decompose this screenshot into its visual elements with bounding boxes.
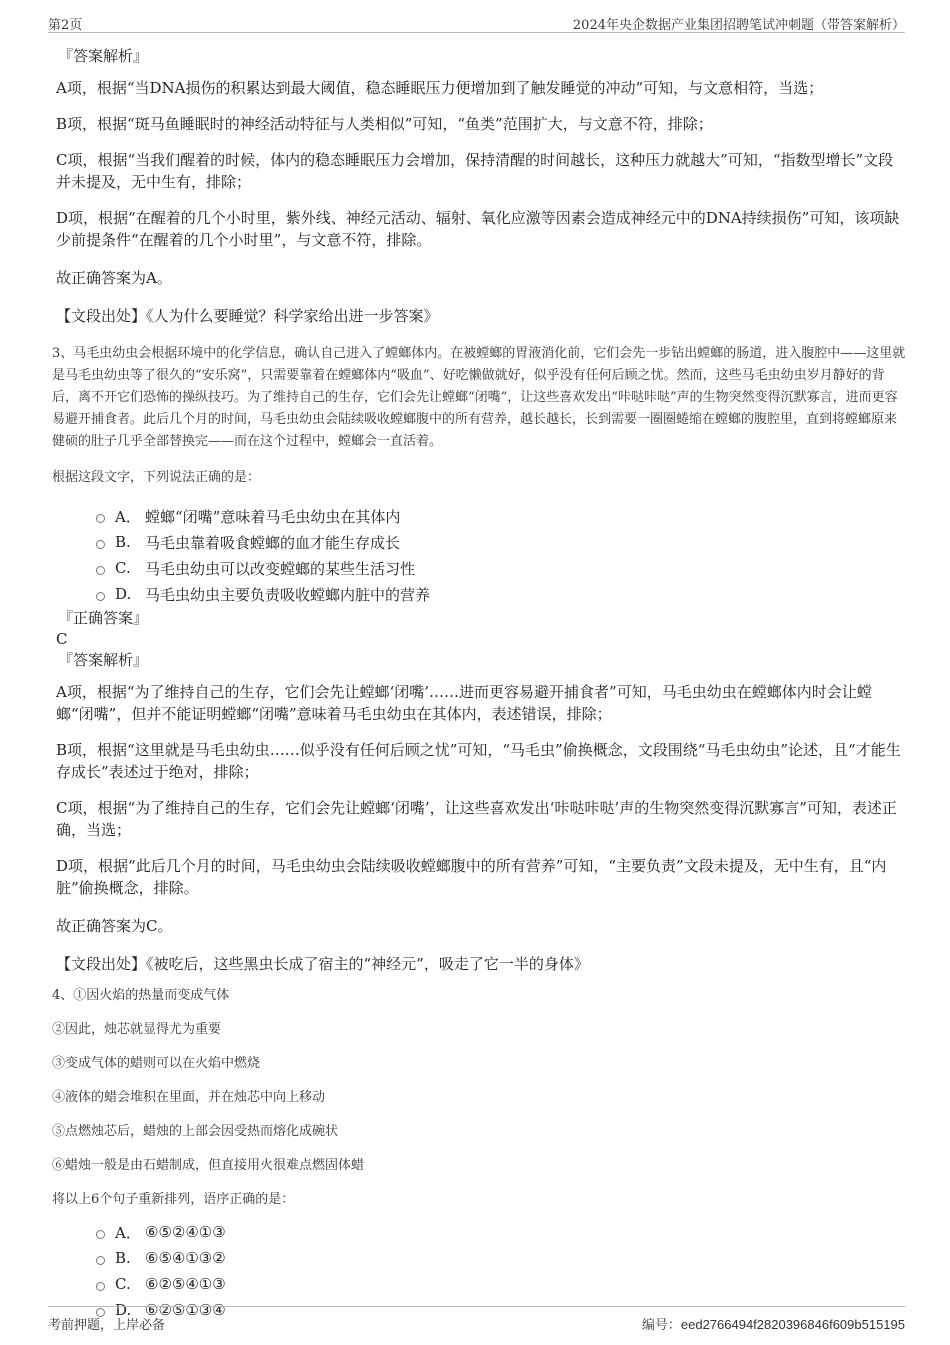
q3-question: 根据这段文字，下列说法正确的是： <box>52 470 261 485</box>
footer-slogan: 考前押题，上岸必备 <box>48 1318 166 1333</box>
q2-conclusion: 故正确答案为A。 <box>56 269 172 287</box>
radio-icon[interactable] <box>96 1230 105 1239</box>
q4-sentences <box>52 985 906 1211</box>
page-footer <box>48 1306 905 1333</box>
q3-correct-label: 『正确答案』 <box>58 609 149 627</box>
q3-option-c[interactable]: C. 马毛虫幼虫可以改变螳螂的某些生活习性 <box>96 555 906 581</box>
q4-sentence: ⑤点燃烛芯后，蜡烛的上部会因受热而熔化成碗状 <box>52 1124 339 1139</box>
radio-icon[interactable] <box>96 1282 105 1291</box>
page-header <box>48 12 905 33</box>
q3-analysis-c: C项，根据“为了维持自己的生存，它们会先让螳螂‘闭嘴’，让这些喜欢发出‘咔哒咔哒’声的生物突然变得沉默寡言”可知，表述正确，当选； <box>56 799 897 839</box>
document-body <box>52 45 906 1323</box>
q4-sentence: ④液体的蜡会堆积在里面，并在烛芯中向上移动 <box>52 1090 326 1105</box>
radio-icon[interactable] <box>96 1256 105 1265</box>
q3-conclusion: 故正确答案为C。 <box>56 917 173 935</box>
q2-source: 【文段出处】《人为什么要睡觉？科学家给出进一步答案》 <box>56 307 439 325</box>
q4-option-d[interactable]: D. ⑥②⑤①③④ <box>96 1297 906 1323</box>
q3-source: 【文段出处】《被吃后，这些黑虫长成了宿主的“神经元”，吸走了它一半的身体》 <box>56 955 589 973</box>
radio-icon[interactable] <box>96 540 105 549</box>
q2-analysis-d: D项，根据“在醒着的几个小时里，紫外线、神经元活动、辐射、氧化应激等因素会造成神经元中的DNA持续损伤”可知，该项缺少前提条件“在醒着的几个小时里”，与文意不符，排除。 <box>56 209 900 249</box>
q3-option-a[interactable]: A． 螳螂“闭嘴”意味着马毛虫幼虫在其体内 <box>96 503 906 529</box>
q3-stem: 3、马毛虫幼虫会根据环境中的化学信息，确认自己进入了螳螂体内。在被螳螂的胃液消化前，它们会先一步钻出螳螂的肠道，进入腹腔中——这里就是马毛虫幼虫等了很久的“安乐窝”，只需要靠着在螳螂体内“吸血”、好吃懒做就好，似乎没有任何后顾之忧。然而，这些马毛虫幼虫岁月静好的背后，离不开它们恐怖的操纵技巧。为了维持自己的生存，它们会先让螳螂“闭嘴”，让这些喜欢发出“咔哒咔哒”声的生物突然变得沉默寡言，进而更容易避开捕食者。此后几个月的时间，马毛虫幼虫会陆续吸收螳螂腹中的所有营养，越长越长，长到需要一圈圈蜷缩在螳螂的腹腔里，直到将螳螂原来健硕的肚子几乎全部替换完——而在这个过程中，螳螂会一直活着。 <box>52 346 906 449</box>
q4-sentence: 4、①因火焰的热量而变成气体 <box>52 988 230 1003</box>
q3-analysis-a: A项，根据“为了维持自己的生存，它们会先让螳螂‘闭嘴’……进而更容易避开捕食者”可知，马毛虫幼虫在螳螂体内时会让螳螂“闭嘴”，但并不能证明螳螂“闭嘴”意味着马毛虫幼虫在其体内，表述错误，排除； <box>56 683 872 723</box>
q4-question: 将以上6个句子重新排列，语序正确的是： <box>52 1192 295 1207</box>
q2-analysis-c: C项，根据“当我们醒着的时候，体内的稳态睡眠压力会增加，保持清醒的时间越长，这种压力就越大”可知，“指数型增长”文段并未提及，无中生有，排除； <box>56 151 894 191</box>
document-title: 2024年央企数据产业集团招聘笔试冲刺题（带答案解析） <box>572 18 905 33</box>
page-number: 第2页 <box>48 18 83 33</box>
q3-option-b[interactable]: B. 马毛虫靠着吸食螳螂的血才能生存成长 <box>96 529 906 555</box>
q2-analysis-b: B项，根据“斑马鱼睡眠时的神经活动特征与人类相似”可知，“鱼类”范围扩大，与文意不符，排除； <box>56 115 713 133</box>
q3-option-d[interactable]: D. 马毛虫幼虫主要负责吸收螳螂内脏中的营养 <box>96 581 906 607</box>
footer-code-label: 编号： <box>641 1318 681 1333</box>
q3-analysis-b: B项，根据“这里就是马毛虫幼虫……似乎没有任何后顾之忧”可知，“马毛虫”偷换概念，文段围绕“马毛虫幼虫”论述，且“才能生存成长”表述过于绝对，排除； <box>56 741 901 781</box>
q4-option-a[interactable]: A． ⑥⑤②④①③ <box>96 1219 906 1245</box>
q2-analysis-a: A项，根据“当DNA损伤的积累达到最大阈值，稳态睡眠压力便增加到了触发睡觉的冲动”可知，与文意相符，当选； <box>56 79 824 97</box>
q2-analysis-label: 『答案解析』 <box>58 47 149 65</box>
q4-sentence: ③变成气体的蜡则可以在火焰中燃烧 <box>52 1056 261 1071</box>
radio-icon[interactable] <box>96 592 105 601</box>
q4-option-c[interactable]: C. ⑥②⑤④①③ <box>96 1271 906 1297</box>
q4-sentence: ⑥蜡烛一般是由石蜡制成，但直接用火很难点燃固体蜡 <box>52 1158 365 1173</box>
footer-code-value: eed2766494f2820396846f609b515195 <box>680 1317 905 1332</box>
q3-options <box>56 503 906 607</box>
radio-icon[interactable] <box>96 566 105 575</box>
q3-analysis-label: 『答案解析』 <box>58 651 149 669</box>
q3-analysis-d: D项，根据“此后几个月的时间，马毛虫幼虫会陆续吸收螳螂腹中的所有营养”可知，“主要负责”文段未提及，无中生有，且“内脏”偷换概念，排除。 <box>56 857 887 897</box>
q3-correct-answer: C <box>56 630 68 648</box>
radio-icon[interactable] <box>96 514 105 523</box>
q4-option-b[interactable]: B. ⑥⑤④①③② <box>96 1245 906 1271</box>
q4-sentence: ②因此，烛芯就显得尤为重要 <box>52 1022 222 1037</box>
footer-code <box>642 1314 905 1333</box>
